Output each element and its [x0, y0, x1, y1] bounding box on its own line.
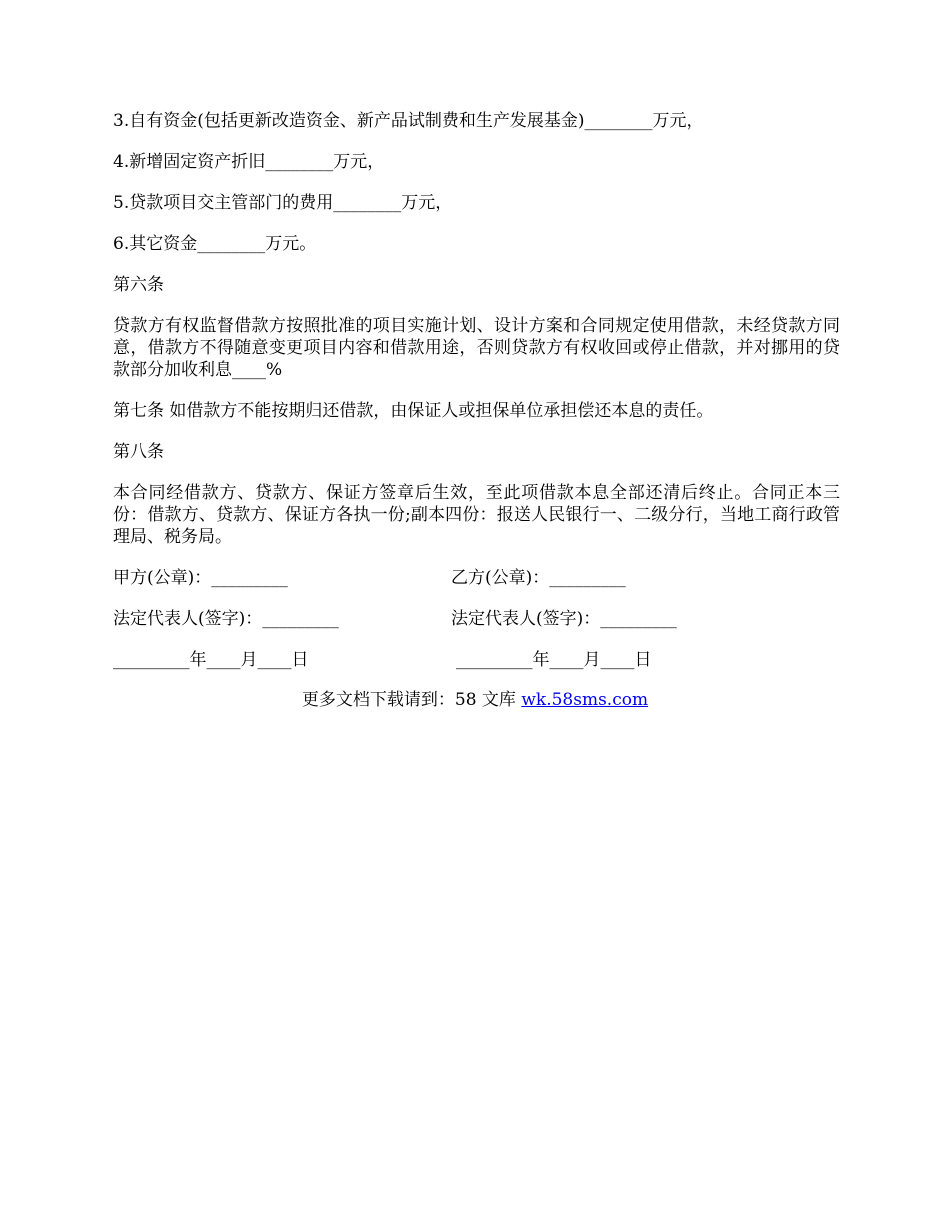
date-b: _________年____月____日 [456, 650, 652, 670]
footer [0, 689, 950, 711]
article-8-body: 本合同经借款方、贷款方、保证方签章后生效，至此项借款本息全部还清后终止。合同正本三份：借款方、贷款方、保证方各执一份;副本四份：报送人民银行一、二级分行，当地工商行政管理局、税务局。 [113, 483, 840, 547]
rep-a-signature: 法定代表人(签字)：_________ [113, 609, 339, 629]
footer-text: 更多文档下载请到：58 文库 [301, 690, 522, 710]
article-8-title: 第八条 [113, 442, 164, 462]
document-body [113, 110, 840, 690]
article-6-body: 贷款方有权监督借款方按照批准的项目实施计划、设计方案和合同规定使用借款，未经贷款方同意，借款方不得随意变更项目内容和借款用途，否则贷款方有权收回或停止借款，并对挪用的贷款部分加收利息____% [113, 316, 840, 380]
footer-link[interactable]: wk.58sms.com [521, 690, 649, 710]
article-6-title: 第六条 [113, 275, 164, 295]
party-b-seal: 乙方(公章)：_________ [451, 568, 626, 588]
party-a-seal: 甲方(公章)：_________ [113, 568, 288, 588]
item-6: 6.其它资金________万元。 [113, 234, 317, 254]
seal-row [113, 567, 840, 589]
date-row [113, 649, 840, 671]
item-5: 5.贷款项目交主管部门的费用________万元， [113, 193, 453, 213]
item-4: 4.新增固定资产折旧________万元， [113, 152, 385, 172]
representative-row [113, 608, 840, 630]
rep-b-signature: 法定代表人(签字)：_________ [451, 609, 677, 629]
date-a: _________年____月____日 [113, 650, 309, 670]
item-3: 3.自有资金(包括更新改造资金、新产品试制费和生产发展基金)________万元， [113, 111, 704, 131]
article-7-text: 第七条 如借款方不能按期归还借款，由保证人或担保单位承担偿还本息的责任。 [113, 401, 714, 421]
